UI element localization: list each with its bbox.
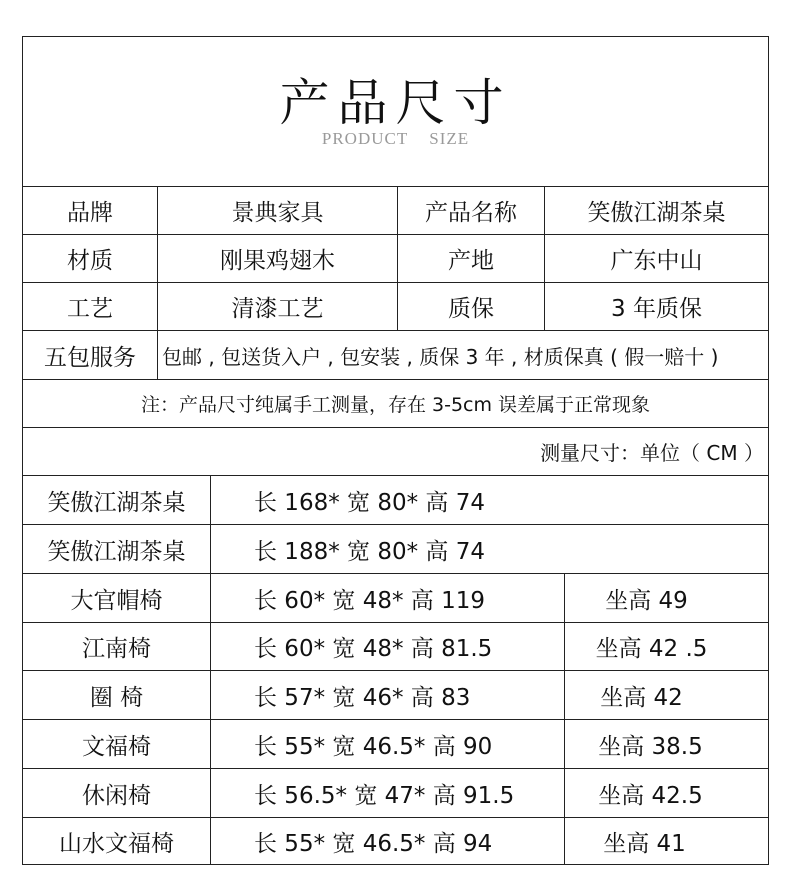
product-name: 休闲椅 [82,782,151,809]
craft-label: 工艺 [67,296,113,322]
info-row-service [23,331,768,380]
product-dims: 长 55* 宽 46.5* 高 90 [210,720,564,768]
warranty-label: 质保 [397,283,544,330]
table-row [23,623,768,671]
product-name: 文福椅 [82,733,151,760]
page-subtitle [23,129,768,149]
table-row [23,720,768,769]
seat-height: 坐高 42 [564,671,768,719]
subtitle-word-2: SIZE [429,129,470,148]
table-row [23,574,768,623]
page-title: 产品尺寸 [279,74,512,132]
product-size-sheet [22,36,769,865]
product-name: 笑傲江湖茶桌 [47,489,186,516]
unit-row [23,428,768,476]
origin-value: 广东中山 [544,235,768,282]
info-row-craft [23,283,768,331]
product-dims: 长 55* 宽 46.5* 高 94 [210,818,564,864]
material-label: 材质 [67,248,113,274]
unit-label: 测量尺寸：单位（ CM ） [540,441,764,465]
product-dims: 长 188* 宽 80* 高 74 [210,525,768,573]
info-row-material [23,235,768,283]
product-name-label: 产品名称 [397,186,544,234]
info-row-brand [23,186,768,235]
product-name: 笑傲江湖茶桌 [47,538,186,565]
seat-height: 坐高 42 .5 [564,623,768,670]
seat-height: 坐高 41 [564,818,768,864]
product-dims: 长 60* 宽 48* 高 119 [210,574,564,622]
brand-label: 品牌 [67,199,113,226]
title-block [23,37,768,187]
table-row [23,525,768,574]
product-name-value: 笑傲江湖茶桌 [544,186,768,234]
product-dims: 长 60* 宽 48* 高 81.5 [210,623,564,670]
subtitle-word-1: PRODUCT [321,129,409,148]
seat-height: 坐高 38.5 [564,720,768,768]
service-value: 包邮 , 包送货入户 , 包安装 , 质保 3 年 , 材质保真 ( 假一赔十 ) [157,331,768,379]
craft-value: 清漆工艺 [157,283,397,330]
measurement-note: 注：产品尺寸纯属手工测量，存在 3-5cm 误差属于正常现象 [140,394,651,416]
table-row [23,671,768,720]
seat-height: 坐高 49 [564,574,768,622]
product-dims: 长 168* 宽 80* 高 74 [210,476,768,524]
note-row [23,380,768,428]
origin-label: 产地 [397,235,544,282]
service-label: 五包服务 [44,344,136,371]
product-name: 山水文福椅 [59,830,174,857]
seat-height: 坐高 42.5 [564,769,768,817]
product-name: 大官帽椅 [70,587,163,614]
material-value: 刚果鸡翅木 [157,235,397,282]
table-row [23,769,768,818]
table-row [23,476,768,525]
warranty-value: 3 年质保 [544,283,768,330]
product-dims: 长 56.5* 宽 47* 高 91.5 [210,769,564,817]
brand-value: 景典家具 [157,186,397,234]
product-dims: 长 57* 宽 46* 高 83 [210,671,564,719]
product-name: 江南椅 [82,636,151,662]
product-name: 圈 椅 [89,684,144,711]
table-row [23,818,768,864]
